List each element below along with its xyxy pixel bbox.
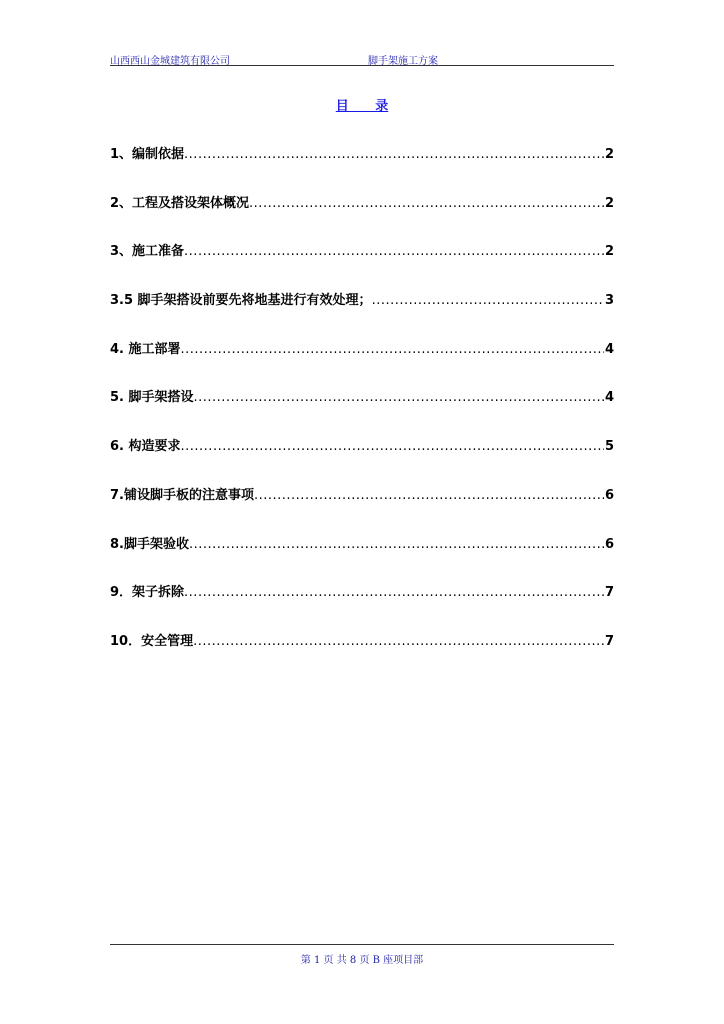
toc-entry[interactable] [110, 581, 614, 601]
toc-entry[interactable] [110, 289, 614, 309]
toc-dot-leader [184, 585, 604, 600]
toc-entry[interactable] [110, 630, 614, 650]
toc-entry[interactable] [110, 386, 614, 406]
footer-divider [110, 944, 614, 945]
toc-entry-text[interactable]: 9．架子拆除 [110, 585, 185, 601]
toc-entry[interactable] [110, 192, 614, 212]
toc-entry-text[interactable]: 4. 施工部署 [110, 341, 181, 357]
toc-page-number[interactable]: 7 [604, 633, 614, 649]
toc-dot-leader [189, 537, 604, 552]
toc-entry-text[interactable]: 8.脚手架验收 [110, 536, 189, 552]
toc-page-number[interactable]: 3 [604, 293, 614, 309]
toc-page-number[interactable]: 7 [604, 585, 614, 601]
toc-entry[interactable] [110, 533, 614, 553]
toc-dot-leader [181, 439, 604, 454]
toc-entry-text[interactable]: 6. 构造要求 [110, 439, 181, 455]
toc-entry-text[interactable]: 1、编制依据 [110, 147, 185, 162]
toc-entry[interactable] [110, 240, 614, 260]
toc-dot-leader [194, 390, 604, 405]
toc-dot-leader [184, 244, 604, 259]
toc-entry-text[interactable]: 5. 脚手架搭设 [110, 390, 194, 406]
toc-heading-text[interactable]: 目 录 [335, 99, 389, 114]
page-header [110, 52, 614, 66]
toc-dot-leader [184, 147, 604, 162]
toc-entry-text[interactable]: 7.铺设脚手板的注意事项 [110, 487, 254, 503]
toc-entry-text[interactable]: 2、工程及搭设架体概况 [110, 195, 250, 211]
toc-entry-text[interactable]: 3.5 脚手架搭设前要先将地基进行有效处理； [110, 293, 372, 309]
page-footer: 第 1 页 共 8 页 B 座项目部 [300, 955, 424, 966]
toc-entry[interactable] [110, 143, 614, 163]
toc-heading[interactable] [0, 95, 724, 114]
toc-page-number[interactable]: 4 [604, 390, 614, 406]
toc-entry[interactable] [110, 484, 614, 504]
toc-page-number[interactable]: 2 [604, 147, 614, 162]
toc-entry[interactable] [110, 338, 614, 358]
toc-dot-leader [254, 488, 604, 503]
table-of-contents [110, 143, 614, 679]
toc-page-number[interactable]: 6 [604, 487, 614, 503]
toc-entry-text[interactable]: 10．安全管理 [110, 633, 194, 649]
toc-dot-leader [249, 196, 604, 211]
toc-entry-text[interactable]: 3、施工准备 [110, 244, 185, 260]
toc-dot-leader [193, 634, 604, 649]
toc-page-number[interactable]: 2 [604, 244, 614, 260]
header-company-name: 山西西山金城建筑有限公司 [110, 56, 230, 67]
toc-page-number[interactable]: 5 [604, 439, 614, 455]
toc-page-number[interactable]: 4 [604, 341, 614, 357]
header-document-title: 脚手架施工方案 [368, 56, 438, 67]
toc-entry[interactable] [110, 435, 614, 455]
toc-dot-leader [372, 293, 604, 308]
toc-page-number[interactable]: 2 [604, 195, 614, 211]
toc-dot-leader [181, 342, 604, 357]
toc-page-number[interactable]: 6 [604, 536, 614, 552]
